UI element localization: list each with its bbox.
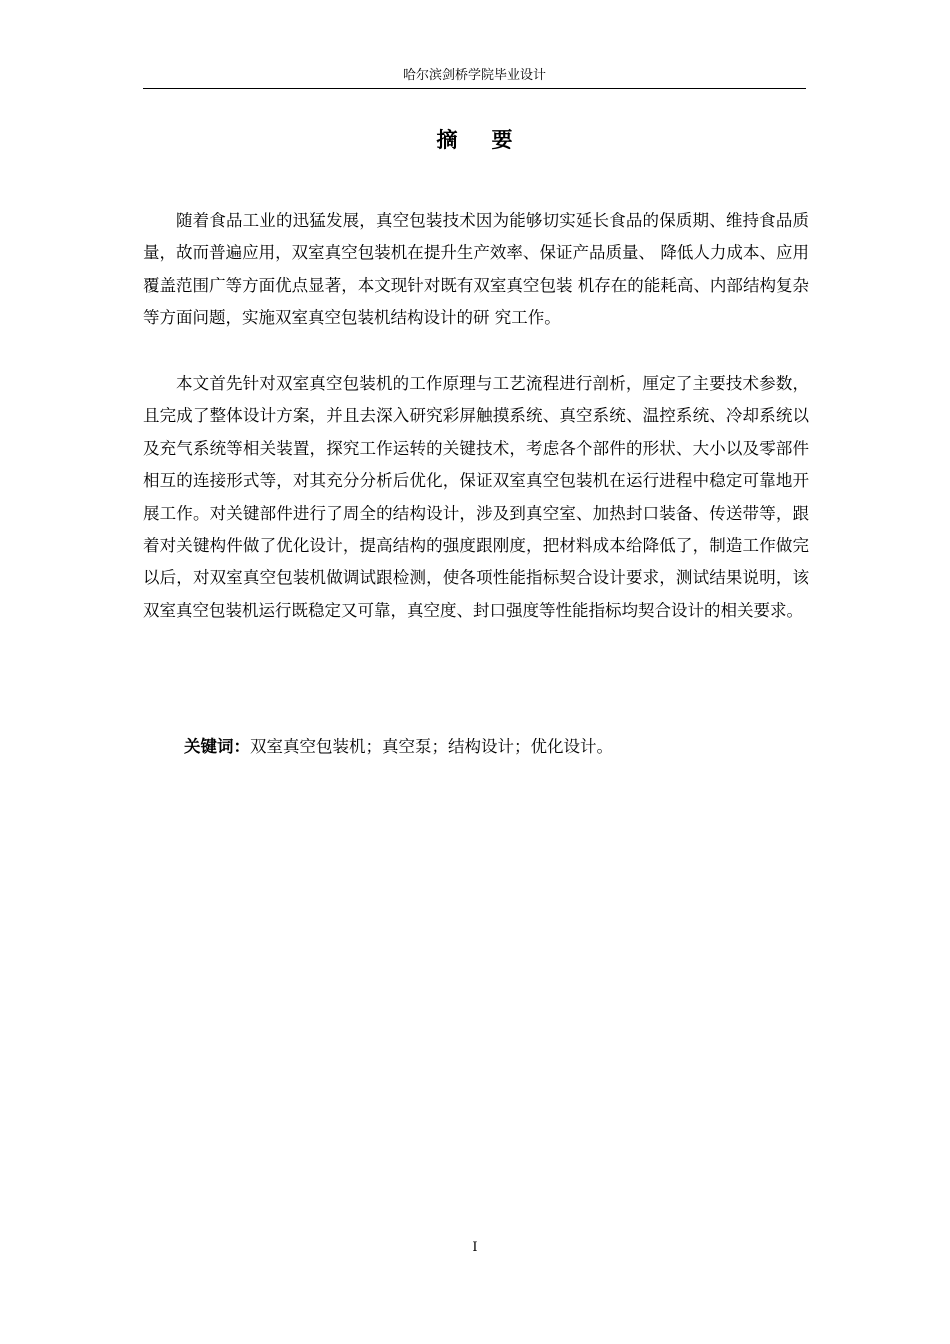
paragraph-text: 随着食品工业的迅猛发展，真空包装技术因为能够切实延长食品的保质期、维持食品质量，故而普遍应用，双室真空包装机在提升生产效率、保证产品质量、 降低人力成本、应用覆盖范围广等方面优点显著，本文现针对既有双室真空包装 机存在的能耗高、内部结构复杂等方面问题，实施双室真空包装机结构设计的研 究工作。 bbox=[143, 211, 809, 328]
page-number: I bbox=[472, 1240, 478, 1255]
page-header bbox=[143, 64, 806, 89]
keywords-value: 双室真空包装机；真空泵；结构设计；优化设计。 bbox=[250, 737, 613, 756]
abstract-paragraph-2 bbox=[143, 368, 809, 627]
abstract-paragraph-1 bbox=[143, 205, 809, 335]
keywords-label: 关键词： bbox=[184, 737, 250, 756]
paragraph-text: 本文首先针对双室真空包装机的工作原理与工艺流程进行剖析，厘定了主要技术参数，且完成了整体设计方案，并且去深入研究彩屏触摸系统、真空系统、温控系统、冷却系统以及充气系统等相关装置，探究工作运转的关键技术，考虑各个部件的形状、大小以及零部件相互的连接形式等，对其充分分析后优化，保证双室真空包装机在运行进程中稳定可靠地开展工作。对关键部件进行了周全的结构设计，涉及到真空室、加热封口装备、传送带等，跟着对关键构件做了优化设计，提高结构的强度跟刚度，把材料成本给降低了，制造工作做完以后，对双室真空包装机做调试跟检测，使各项性能指标契合设计要求，测试结果说明，该双室真空包装机运行既稳定又可靠，真空度、封口强度等性能指标均契合设计的相关要求。 bbox=[143, 374, 809, 620]
abstract-title: 摘要 bbox=[436, 128, 547, 152]
keywords-line bbox=[184, 731, 613, 763]
header-text: 哈尔滨剑桥学院毕业设计 bbox=[402, 68, 546, 83]
